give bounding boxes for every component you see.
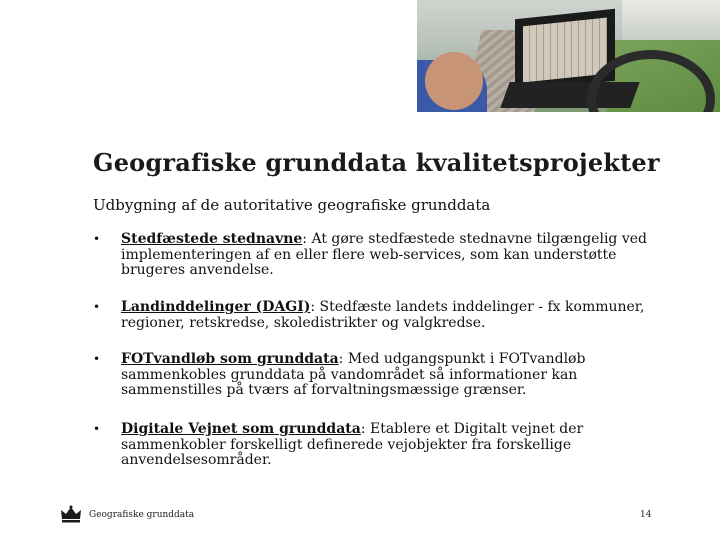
bullet-text: : Etablere et Digitalt vejnet der sammenkobler forskelligt definerede vejobjekter fra forskellige anvendelsesområder. [121,421,584,468]
bullet-item [93,300,661,331]
crown-icon [60,505,82,523]
bullet-term[interactable]: Landinddelinger (DAGI) [121,299,311,315]
bullet-term[interactable]: Stedfæstede stednavne [121,231,303,247]
bullet-item [93,232,661,279]
bullet-text: : Med udgangspunkt i FOTvandløb sammenkobles grunddata på vandområdet så informationer kan sammenstilles på tværs af forvaltningsmæssige grænser. [121,351,586,398]
footer-label: Geografiske grunddata [89,510,195,520]
bullet-term[interactable]: Digitale Vejnet som grunddata [121,421,361,437]
photo-person [417,60,487,112]
photo-laptop-map [523,18,607,83]
bullet-dot: • [93,300,101,314]
bullet-text: : Stedfæste landets inddelinger - fx kommuner, regioner, retskredse, skoledistrikter og valgkredse. [121,299,645,331]
slide-title: Geografiske grunddata kvalitetsprojekter [93,148,660,177]
bullet-term[interactable]: FOTvandløb som grunddata [121,351,339,367]
bullet-dot: • [93,422,101,436]
bullet-item [93,422,661,469]
photo-building [622,0,720,40]
bullet-dot: • [93,232,101,246]
bullet-dot: • [93,352,101,366]
header-photo [417,0,720,112]
photo-person-head [425,52,483,110]
bullet-text: : At gøre stedfæstede stednavne tilgængelig ved implementeringen af en eller flere web-services, som kan understøtte brugeres anvendelse. [121,231,647,278]
page-number: 14 [640,510,652,520]
slide-subtitle: Udbygning af de autoritative geografiske grunddata [93,196,491,214]
bullet-item [93,352,661,399]
